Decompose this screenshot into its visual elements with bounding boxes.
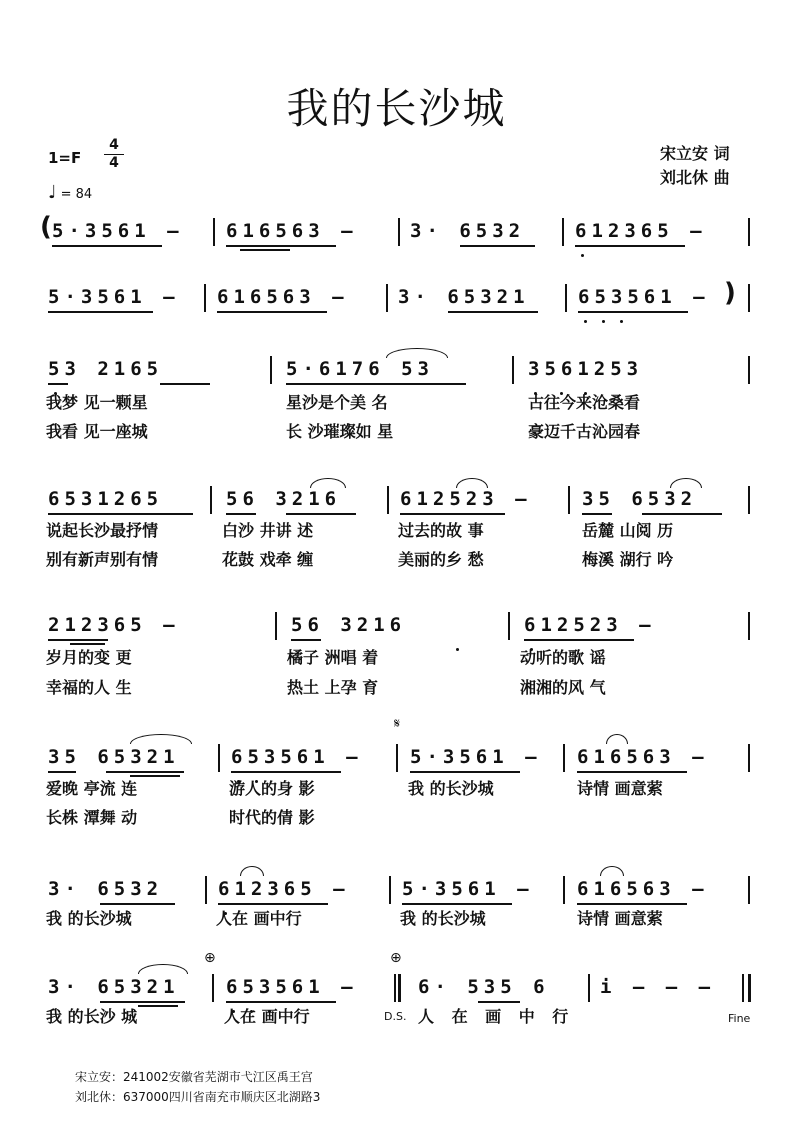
lyric-verse1: 说起长沙最抒情 — [46, 521, 159, 540]
measure-2: 5·6176 53 — [286, 358, 434, 380]
barline — [218, 744, 220, 772]
lyric-verse2: 幸福的人 生 — [46, 678, 132, 697]
lyricist-credit: 宋立安 词 — [660, 144, 730, 163]
measure-1: 35 65321 — [48, 746, 180, 768]
barline — [210, 486, 212, 514]
coda-icon: ⊕ — [390, 950, 402, 966]
barline — [270, 356, 272, 384]
quarter-note-icon: ♩ — [48, 182, 57, 203]
measure-3: 5·3561 – — [402, 878, 534, 900]
barline — [742, 974, 744, 1002]
lyric-verse1: 岳麓 山阅 历 — [582, 521, 674, 540]
barline — [212, 974, 214, 1002]
measure-2: 616563 – — [226, 220, 358, 242]
coda-icon: ⊕ — [204, 950, 216, 966]
lyric-verse1: 我 的长沙城 — [400, 909, 486, 928]
barline — [748, 612, 750, 640]
ds-mark: D.S. — [384, 1010, 407, 1023]
barline — [389, 876, 391, 904]
measure-2: 653561 – — [231, 746, 363, 768]
measure-3: 3· 6532 — [410, 220, 526, 242]
measure-3: 612523 – — [400, 488, 532, 510]
time-signature — [104, 138, 124, 171]
lyric-verse1: 人在 画中行 — [216, 909, 302, 928]
lyric-verse2: 长 沙璀璨如 星 — [286, 422, 394, 441]
tempo-value: = 84 — [60, 187, 93, 202]
measure-3: 3· 65321 — [398, 286, 530, 308]
lyric-verse2: 湘湘的风 气 — [520, 678, 606, 697]
barline — [213, 218, 215, 246]
measure-2: 612365 – — [218, 878, 350, 900]
meter-bottom: 4 — [109, 155, 119, 171]
lyric-verse1: 橘子 洲唱 着 — [287, 648, 379, 667]
measure-1: 3· 6532 — [48, 878, 164, 900]
lyric-verse2: 美丽的乡 愁 — [398, 550, 484, 569]
barline — [562, 218, 564, 246]
barline — [398, 218, 400, 246]
lyric-verse1: 人在 画中行 — [224, 1007, 310, 1026]
meter-top: 4 — [109, 137, 119, 153]
measure-3: 6· 535 6 — [418, 976, 550, 998]
final-barline — [748, 974, 751, 1002]
lyric-verse1: 星沙是个美 名 — [286, 393, 388, 412]
barline — [512, 356, 514, 384]
segno-icon: 𝄋 — [394, 716, 401, 732]
measure-4: 35 6532 — [582, 488, 698, 510]
tempo-mark — [48, 182, 92, 203]
lyric-verse2: 别有新声别有情 — [46, 550, 159, 569]
lyric-verse1: 动听的歌 谣 — [520, 648, 606, 667]
lyric-verse1: 我梦 见一颗星 — [46, 393, 148, 412]
measure-4: 616563 – — [577, 746, 709, 768]
lyric-verse2: 豪迈千古沁园春 — [528, 422, 641, 441]
repeat-paren-open: ( — [40, 212, 52, 242]
measure-1: 6531265 — [48, 488, 164, 510]
lyric-verse1: 过去的故 事 — [398, 521, 484, 540]
barline — [568, 486, 570, 514]
lyric-verse1: 我 的长沙城 — [408, 779, 494, 798]
measure-4: 612365 – — [575, 220, 707, 242]
barline — [563, 744, 565, 772]
lyric-verse1: 岁月的变 更 — [46, 648, 132, 667]
measure-2: 616563 – — [217, 286, 349, 308]
measure-3: 3561253 — [528, 358, 644, 380]
measure-1: 5·3561 – — [52, 220, 184, 242]
measure-2: 653561 – — [226, 976, 358, 998]
barline — [748, 876, 750, 904]
measure-4: 616563 – — [577, 878, 709, 900]
measure-1: 53 2165 — [48, 358, 164, 380]
lyric-verse1: 我 的长沙 城 — [46, 1007, 138, 1026]
lyric-verse1: 古往今来沧桑看 — [528, 393, 641, 412]
barline — [508, 612, 510, 640]
barline — [588, 974, 590, 1002]
fine-mark: Fine — [728, 1012, 751, 1025]
measure-3: 612523 – — [524, 614, 656, 636]
measure-1: 212365 – — [48, 614, 180, 636]
lyric-verse1: 白沙 井讲 述 — [222, 521, 314, 540]
measure-4: i – – – — [600, 976, 716, 998]
lyric-verse2: 时代的倩 影 — [229, 808, 315, 827]
lyric-verse2: 我看 见一座城 — [46, 422, 148, 441]
key-signature: 1=F — [48, 149, 82, 167]
song-title: 我的长沙城 — [286, 84, 507, 133]
lyric-verse1: 爱晚 亭流 连 — [46, 779, 138, 798]
lyric-verse2: 花鼓 戏牵 缠 — [222, 550, 314, 569]
staff-row-2 — [0, 280, 793, 332]
measure-3: 5·3561 – — [410, 746, 542, 768]
barline — [204, 284, 206, 312]
barline — [748, 744, 750, 772]
barline — [748, 284, 750, 312]
measure-4: 653561 – — [578, 286, 710, 308]
footer-address-composer: 刘北休：637000四川省南充市顺庆区北湖路3 — [75, 1090, 321, 1104]
barline — [748, 218, 750, 246]
staff-row-1 — [0, 214, 793, 266]
barline — [386, 284, 388, 312]
barline — [394, 974, 396, 1002]
composer-credit: 刘北休 曲 — [660, 168, 730, 187]
barline — [387, 486, 389, 514]
barline — [748, 486, 750, 514]
lyric-verse1: 人 在 画 中 行 — [418, 1007, 575, 1026]
barline — [275, 612, 277, 640]
measure-1: 5·3561 – — [48, 286, 180, 308]
lyric-verse1: 诗情 画意萦 — [577, 779, 663, 798]
barline — [748, 356, 750, 384]
footer-address-lyricist: 宋立安：241002安徽省芜湖市弋江区禹王宫 — [75, 1070, 313, 1084]
barline — [563, 876, 565, 904]
lyric-verse1: 游人的身 影 — [229, 779, 315, 798]
lyric-verse1: 诗情 画意萦 — [577, 909, 663, 928]
measure-2: 56 3216 — [226, 488, 342, 510]
measure-2: 56 3216 — [291, 614, 407, 636]
barline — [396, 744, 398, 772]
repeat-paren-close: ) — [724, 278, 736, 308]
lyric-verse2: 长株 潭舞 动 — [46, 808, 138, 827]
lyric-verse2: 梅溪 湖行 吟 — [582, 550, 674, 569]
double-barline — [398, 974, 401, 1002]
barline — [565, 284, 567, 312]
barline — [205, 876, 207, 904]
lyric-verse2: 热土 上孕 育 — [287, 678, 379, 697]
measure-1: 3· 65321 — [48, 976, 180, 998]
lyric-verse1: 我 的长沙城 — [46, 909, 132, 928]
